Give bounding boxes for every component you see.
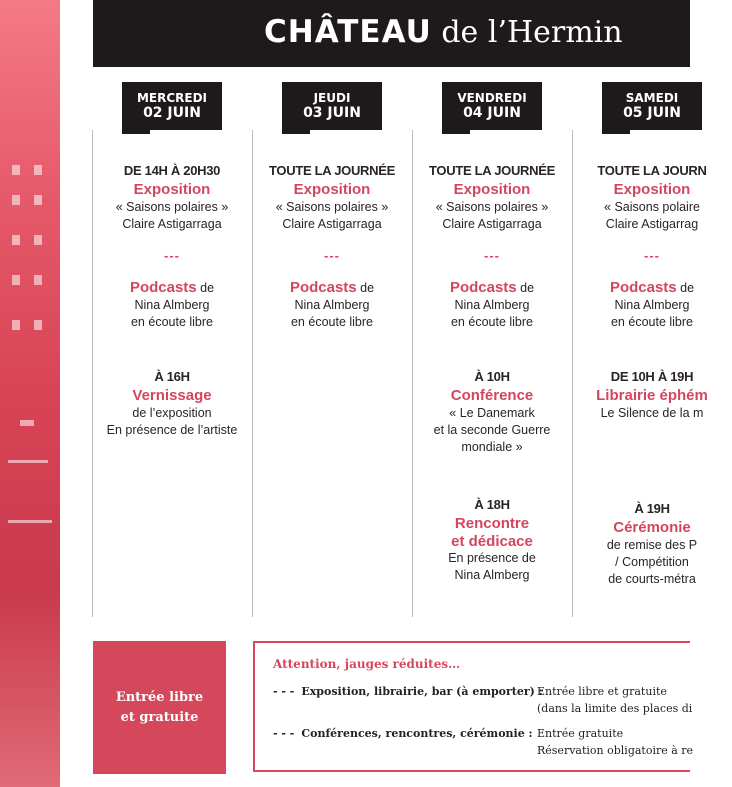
event-line: Nina Almberg [614, 298, 690, 312]
event-block [572, 368, 732, 422]
day-column-jeudi [252, 82, 412, 622]
event-line: Claire Astigarraga [442, 217, 542, 231]
event-line: en écoute libre [290, 315, 373, 329]
event-line: et la seconde Guerre [433, 423, 551, 437]
event-block [92, 278, 252, 331]
event-line: Le Silence de la m [600, 406, 704, 420]
event-block [412, 278, 572, 331]
event-block [412, 496, 572, 584]
event-block [572, 162, 732, 233]
info-value: (dans la limite des places di [537, 702, 693, 715]
info-value: Réservation obligatoire à re [537, 744, 694, 757]
weekday-label: VENDREDI [457, 91, 527, 105]
event-line: En présence de [448, 551, 536, 565]
event-line: « Saisons polaires » [435, 200, 549, 214]
event-block [572, 278, 732, 331]
info-label: Conférences, rencontres, cérémonie : [301, 727, 533, 740]
header-bar [93, 0, 690, 67]
event-category: Exposition [613, 181, 691, 198]
event-category: Rencontre [454, 515, 530, 532]
event-block [252, 278, 412, 331]
event-line: Nina Almberg [134, 298, 210, 312]
separator: --- [324, 248, 340, 263]
event-time: TOUTE LA JOURNÉE [269, 163, 395, 178]
day-column-mercredi [92, 82, 252, 622]
event-category: Conférence [450, 387, 534, 404]
page-title [264, 14, 623, 50]
event-block [92, 368, 252, 439]
event-line: Claire Astigarraga [282, 217, 382, 231]
event-category: Podcasts de [449, 279, 535, 296]
weekday-label: SAMEDI [625, 91, 679, 105]
info-row-conferences [273, 725, 694, 757]
event-line: En présence de l’artiste [106, 423, 238, 437]
event-line: Nina Almberg [294, 298, 370, 312]
event-line: mondiale » [461, 440, 523, 454]
event-time: À 16H [154, 369, 190, 384]
event-category: Exposition [293, 181, 371, 198]
info-dashes: - - - [273, 727, 295, 740]
day-badge [122, 82, 222, 130]
date-label: 03 JUIN [303, 105, 361, 121]
day-column-samedi [572, 82, 732, 622]
event-time: À 19H [634, 501, 670, 516]
event-category: Podcasts de [609, 279, 695, 296]
event-line: Claire Astigarrag [605, 217, 699, 231]
separator: --- [484, 248, 500, 263]
event-time: DE 10H À 19H [610, 369, 694, 384]
event-category: Podcasts de [289, 279, 375, 296]
weekday-label: MERCREDI [136, 91, 208, 105]
event-category: et dédicace [451, 533, 533, 550]
event-line: en écoute libre [130, 315, 213, 329]
event-time: À 18H [474, 497, 510, 512]
event-line: « Le Danemark [449, 406, 535, 420]
free-entry-box [93, 641, 226, 774]
event-line: de l’exposition [132, 406, 212, 420]
event-category: Podcasts de [129, 279, 215, 296]
separator: --- [644, 248, 660, 263]
event-line: de courts-métra [608, 572, 696, 586]
event-time: DE 14H À 20H30 [123, 163, 221, 178]
info-value: Entrée gratuite [537, 727, 624, 740]
event-time: TOUTE LA JOURN [597, 163, 707, 178]
event-line: en écoute libre [450, 315, 533, 329]
separator: --- [164, 248, 180, 263]
event-block [412, 162, 572, 233]
info-row-exposition [273, 683, 693, 715]
event-block [572, 500, 732, 588]
free-entry-line1: Entrée libre [115, 689, 204, 705]
event-line: « Saisons polaires » [275, 200, 389, 214]
day-badge [282, 82, 382, 130]
event-category: Vernissage [132, 387, 212, 404]
event-line: Nina Almberg [454, 568, 530, 582]
day-column-vendredi [412, 82, 572, 622]
info-label: Exposition, librairie, bar (à emporter) : [301, 685, 543, 698]
weekday-label: JEUDI [313, 91, 351, 105]
info-dashes: - - - [273, 685, 295, 698]
event-category: Exposition [453, 181, 531, 198]
event-line: de remise des P [606, 538, 698, 552]
event-line: en écoute libre [610, 315, 693, 329]
event-line: / Compétition [615, 555, 689, 569]
info-value: Entrée libre et gratuite [537, 685, 667, 698]
free-entry-line2: et gratuite [120, 709, 199, 725]
event-category: Librairie éphém [596, 387, 708, 404]
event-block [412, 368, 572, 456]
event-category: Cérémonie [613, 519, 691, 536]
event-time: TOUTE LA JOURNÉE [429, 163, 555, 178]
day-badge [442, 82, 542, 130]
date-label: 05 JUIN [623, 105, 681, 121]
event-line: « Saisons polaire [604, 200, 700, 214]
event-line: Claire Astigarraga [122, 217, 222, 231]
day-badge [602, 82, 702, 130]
info-box [253, 641, 694, 772]
capacity-warning: Attention, jauges réduites… [273, 657, 461, 671]
background-photo-strip [0, 0, 60, 787]
date-label: 02 JUIN [143, 105, 201, 121]
date-label: 04 JUIN [463, 105, 521, 121]
event-line: « Saisons polaires » [115, 200, 229, 214]
event-block [252, 162, 412, 233]
event-line: Nina Almberg [454, 298, 530, 312]
event-block [92, 162, 252, 233]
title-hermine: de l’Hermin [431, 15, 623, 50]
title-chateau: CHÂTEAU [264, 14, 432, 50]
event-time: À 10H [474, 369, 510, 384]
event-category: Exposition [133, 181, 211, 198]
